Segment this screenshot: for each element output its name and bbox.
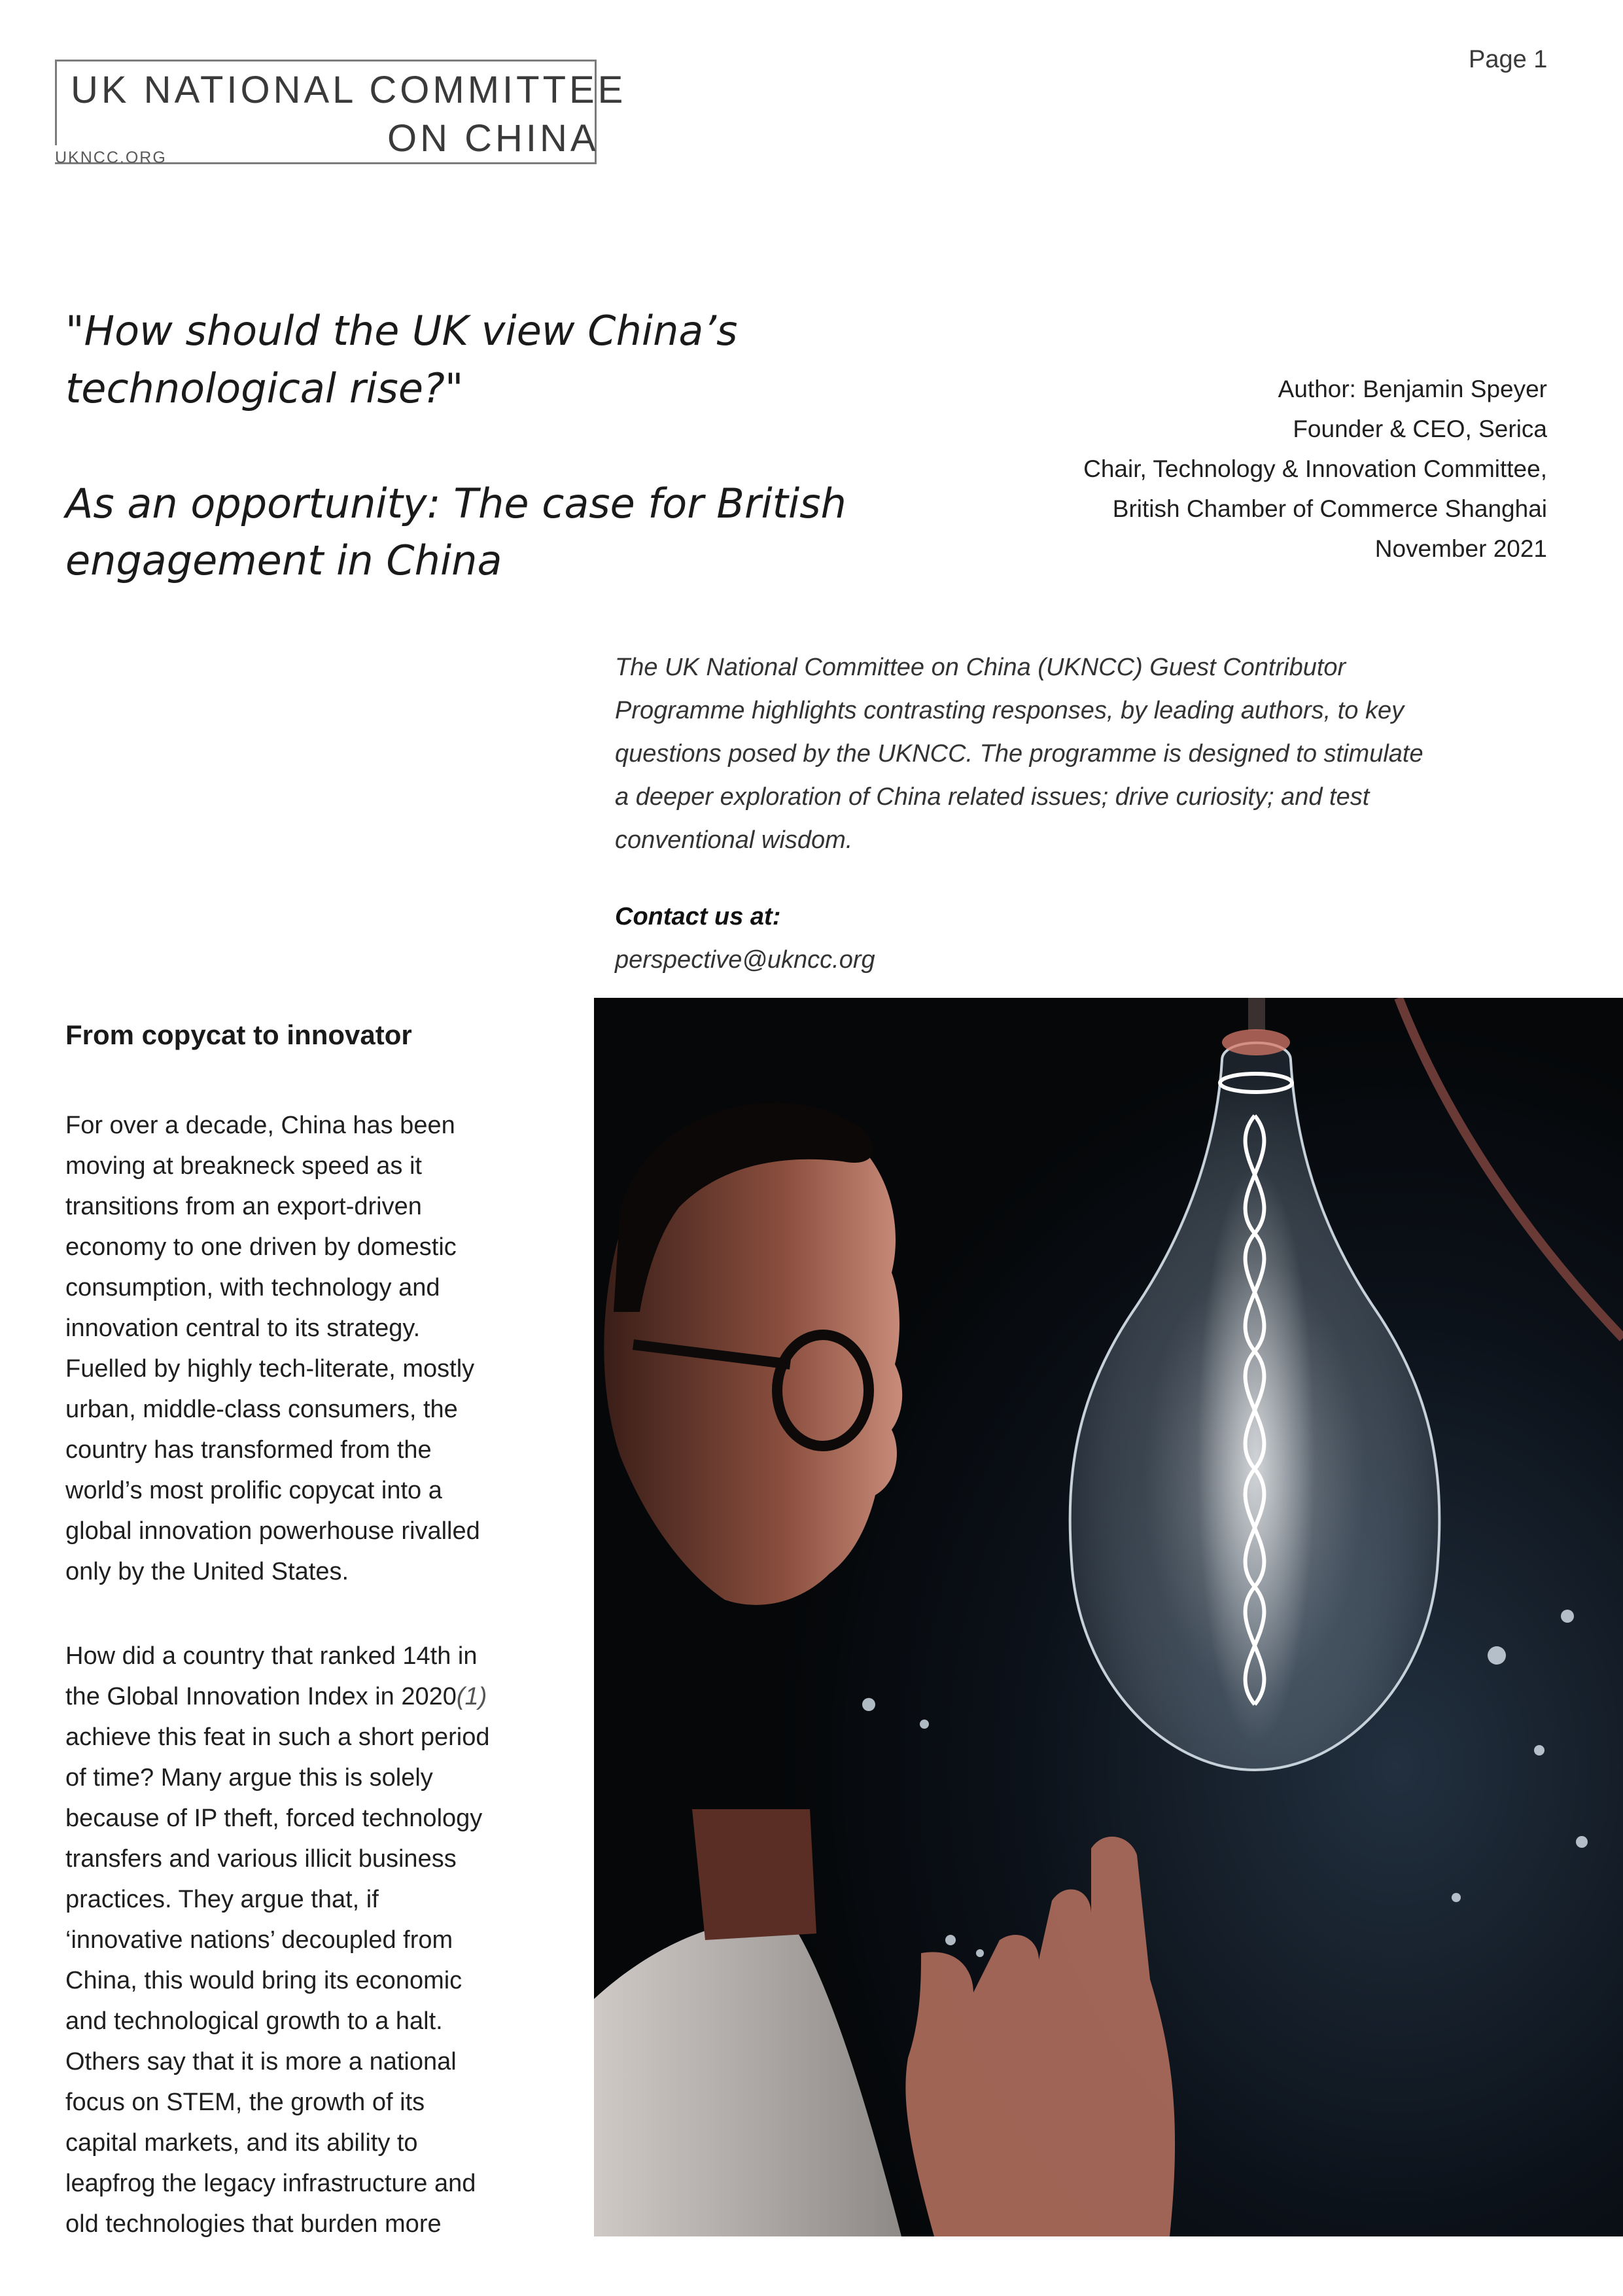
logo-url: UKNCC.ORG: [55, 149, 167, 167]
author-name: Author: Benjamin Speyer: [1278, 376, 1547, 402]
title-answer-line1: As an opportunity: The case for British: [65, 480, 846, 527]
title-question-line2: technological rise?": [65, 364, 464, 412]
author-chamber: British Chamber of Commerce Shanghai: [1112, 495, 1547, 522]
body-line: because of IP theft, forced technology: [65, 1805, 483, 1832]
page-number: Page 1: [1469, 46, 1548, 73]
body-line: of time? Many argue this is solely: [65, 1764, 433, 1792]
body-line: urban, middle-class consumers, the: [65, 1396, 458, 1423]
body-line: only by the United States.: [65, 1558, 349, 1585]
body-line: achieve this feat in such a short period: [65, 1723, 490, 1751]
body-line: innovation central to its strategy.: [65, 1315, 421, 1342]
body-line: and technological growth to a halt.: [65, 2007, 443, 2035]
filament-glow: [1197, 1168, 1315, 1744]
body-line: economy to one driven by domestic: [65, 1233, 457, 1261]
logo-text-line1: UK NATIONAL COMMITTEE: [71, 69, 627, 111]
intro-line: conventional wisdom.: [615, 826, 853, 854]
body-line: country has transformed from the: [65, 1436, 432, 1464]
logo-frame-edge: [55, 60, 57, 145]
body-line: For over a decade, China has been: [65, 1112, 455, 1139]
body-line: moving at breakneck speed as it: [65, 1152, 422, 1180]
body-line: practices. They argue that, if: [65, 1886, 379, 1913]
body-line: world’s most prolific copycat into a: [65, 1477, 442, 1504]
body-line: global innovation powerhouse rivalled: [65, 1517, 480, 1545]
body-line: transfers and various illicit business: [65, 1845, 457, 1873]
neck: [692, 1809, 816, 1940]
contact-email-link[interactable]: perspective@ukncc.org: [615, 946, 875, 974]
section-heading: From copycat to innovator: [65, 1019, 412, 1050]
author-date: November 2021: [1374, 535, 1547, 562]
intro-line: questions posed by the UKNCC. The programme is designed to stimulate: [615, 740, 1423, 768]
body-line: focus on STEM, the growth of its: [65, 2089, 425, 2116]
body-line-with-footnote: [65, 1676, 487, 1717]
title-question-line1: "How should the UK view China’s: [65, 307, 738, 355]
contact-heading: Contact us at:: [615, 903, 781, 930]
bulb-top-glow: [1222, 1029, 1290, 1055]
body-line: ‘innovative nations’ decoupled from: [65, 1926, 453, 1954]
body-line: Fuelled by highly tech-literate, mostly: [65, 1355, 475, 1383]
author-committee: Chair, Technology & Innovation Committee,: [1083, 455, 1547, 482]
intro-line: The UK National Committee on China (UKNCC) Guest Contributor: [615, 654, 1346, 681]
intro-line: Programme highlights contrasting responses, by leading authors, to key: [615, 697, 1405, 724]
lightbulb-photo: [594, 998, 1623, 2236]
footnote-reference[interactable]: (1): [456, 1683, 487, 1710]
bulb-socket: [1248, 998, 1265, 1031]
logo-text-line2: ON CHINA: [387, 117, 599, 160]
body-line-text: the Global Innovation Index in 2020: [65, 1683, 457, 1710]
body-line: consumption, with technology and: [65, 1274, 440, 1301]
intro-line: a deeper exploration of China related issues; drive curiosity; and test: [615, 783, 1370, 811]
body-line: How did a country that ranked 14th in: [65, 1642, 478, 1670]
body-line: China, this would bring its economic: [65, 1967, 462, 1994]
body-line: transitions from an export-driven: [65, 1193, 422, 1220]
body-line: old technologies that burden more: [65, 2210, 442, 2238]
title-answer-line2: engagement in China: [65, 537, 502, 584]
author-role: Founder & CEO, Serica: [1293, 415, 1547, 442]
body-line: Others say that it is more a national: [65, 2048, 457, 2075]
body-line: capital markets, and its ability to: [65, 2129, 418, 2157]
body-line: leapfrog the legacy infrastructure and: [65, 2170, 476, 2197]
